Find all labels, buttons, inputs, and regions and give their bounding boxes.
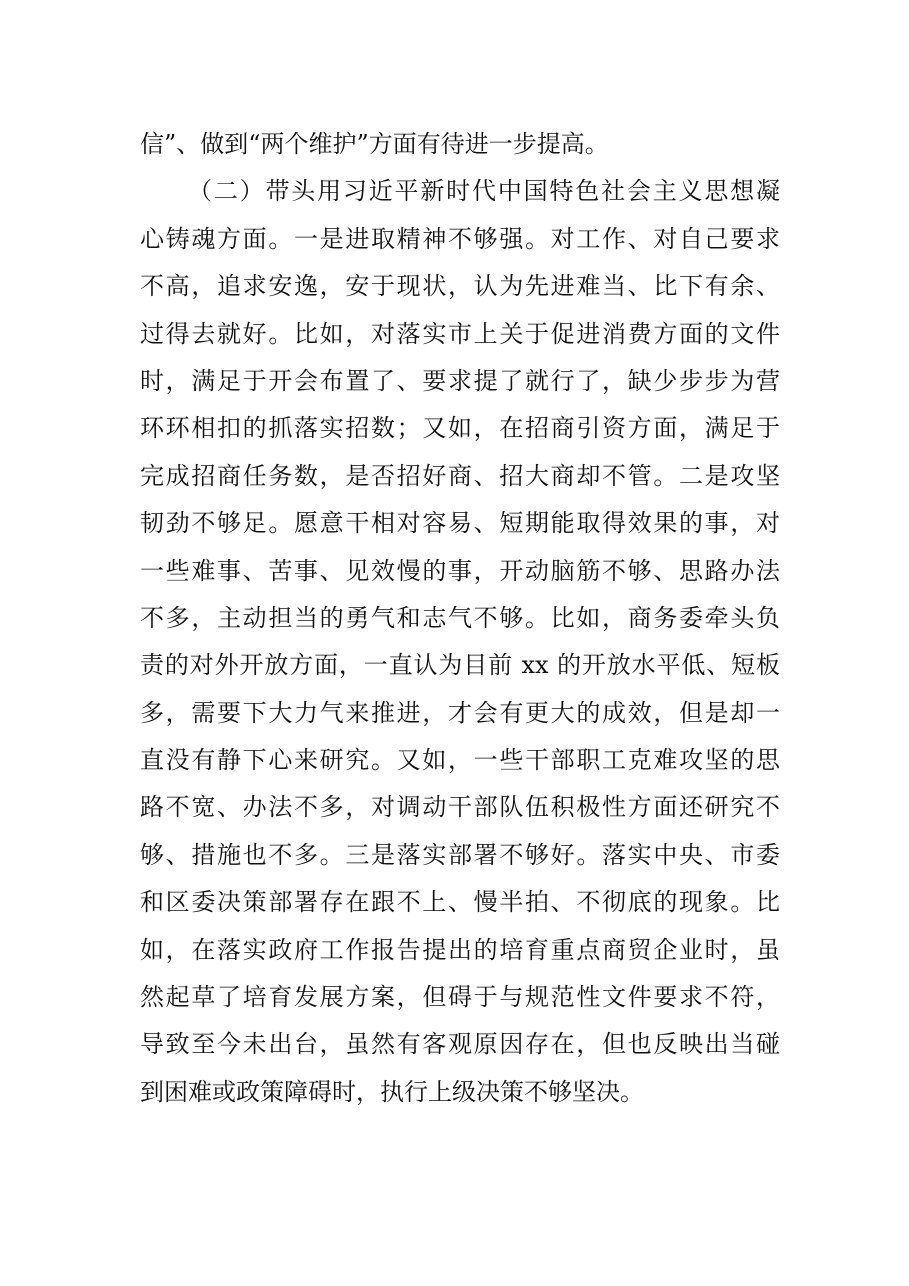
text-line: 导致至今未出台，虽然有客观原因存在，但也反映出当碰 [140,1030,780,1059]
text-line: 一些难事、苦事、见效慢的事，开动脑筋不够、思路办法 [140,556,780,585]
text-line: 信”、做到“两个维护”方面有待进一步提高。 [140,130,609,158]
text-line: 过得去就好。比如，对落实市上关于促进消费方面的文件 [140,319,780,348]
text-line: 时，满足于开会布置了、要求提了就行了，缺少步步为营 [140,366,780,395]
text-line: 多，需要下大力气来推进，才会有更大的成效，但是却一 [140,698,780,727]
text-line: 责的对外开放方面，一直认为目前 xx 的开放水平低、短板 [140,651,780,680]
text-line: 完成招商任务数，是否招好商、招大商却不管。二是攻坚 [140,461,780,490]
text-line: 和区委决策部署存在跟不上、慢半拍、不彻底的现象。比 [140,888,780,917]
text-line: 不多，主动担当的勇气和志气不够。比如，商务委牵头负 [140,603,780,632]
text-line: 心铸魂方面。一是进取精神不够强。对工作、对自己要求 [140,224,780,253]
text-line: 韧劲不够足。愿意干相对容易、短期能取得效果的事，对 [140,509,780,538]
body-text [140,121,780,1116]
text-line: 环环相扣的抓落实招数；又如，在招商引资方面，满足于 [140,414,780,443]
text-line: 到困难或政策障碍时，执行上级决策不够坚决。 [140,1077,644,1106]
text-line: 直没有静下心来研究。又如，一些干部职工克难攻坚的思 [140,746,780,775]
section-heading-line: （二）带头用习近平新时代中国特色社会主义思想凝 [188,177,780,206]
text-line: 路不宽、办法不多，对调动干部队伍积极性方面还研究不 [140,793,780,822]
text-line: 然起草了培育发展方案，但碍于与规范性文件要求不符， [140,983,780,1012]
text-line: 够、措施也不多。三是落实部署不够好。落实中央、市委 [140,840,780,869]
text-line: 不高，追求安逸，安于现状，认为先进难当、比下有余、 [140,272,780,301]
text-line: 如，在落实政府工作报告提出的培育重点商贸企业时，虽 [140,935,780,964]
